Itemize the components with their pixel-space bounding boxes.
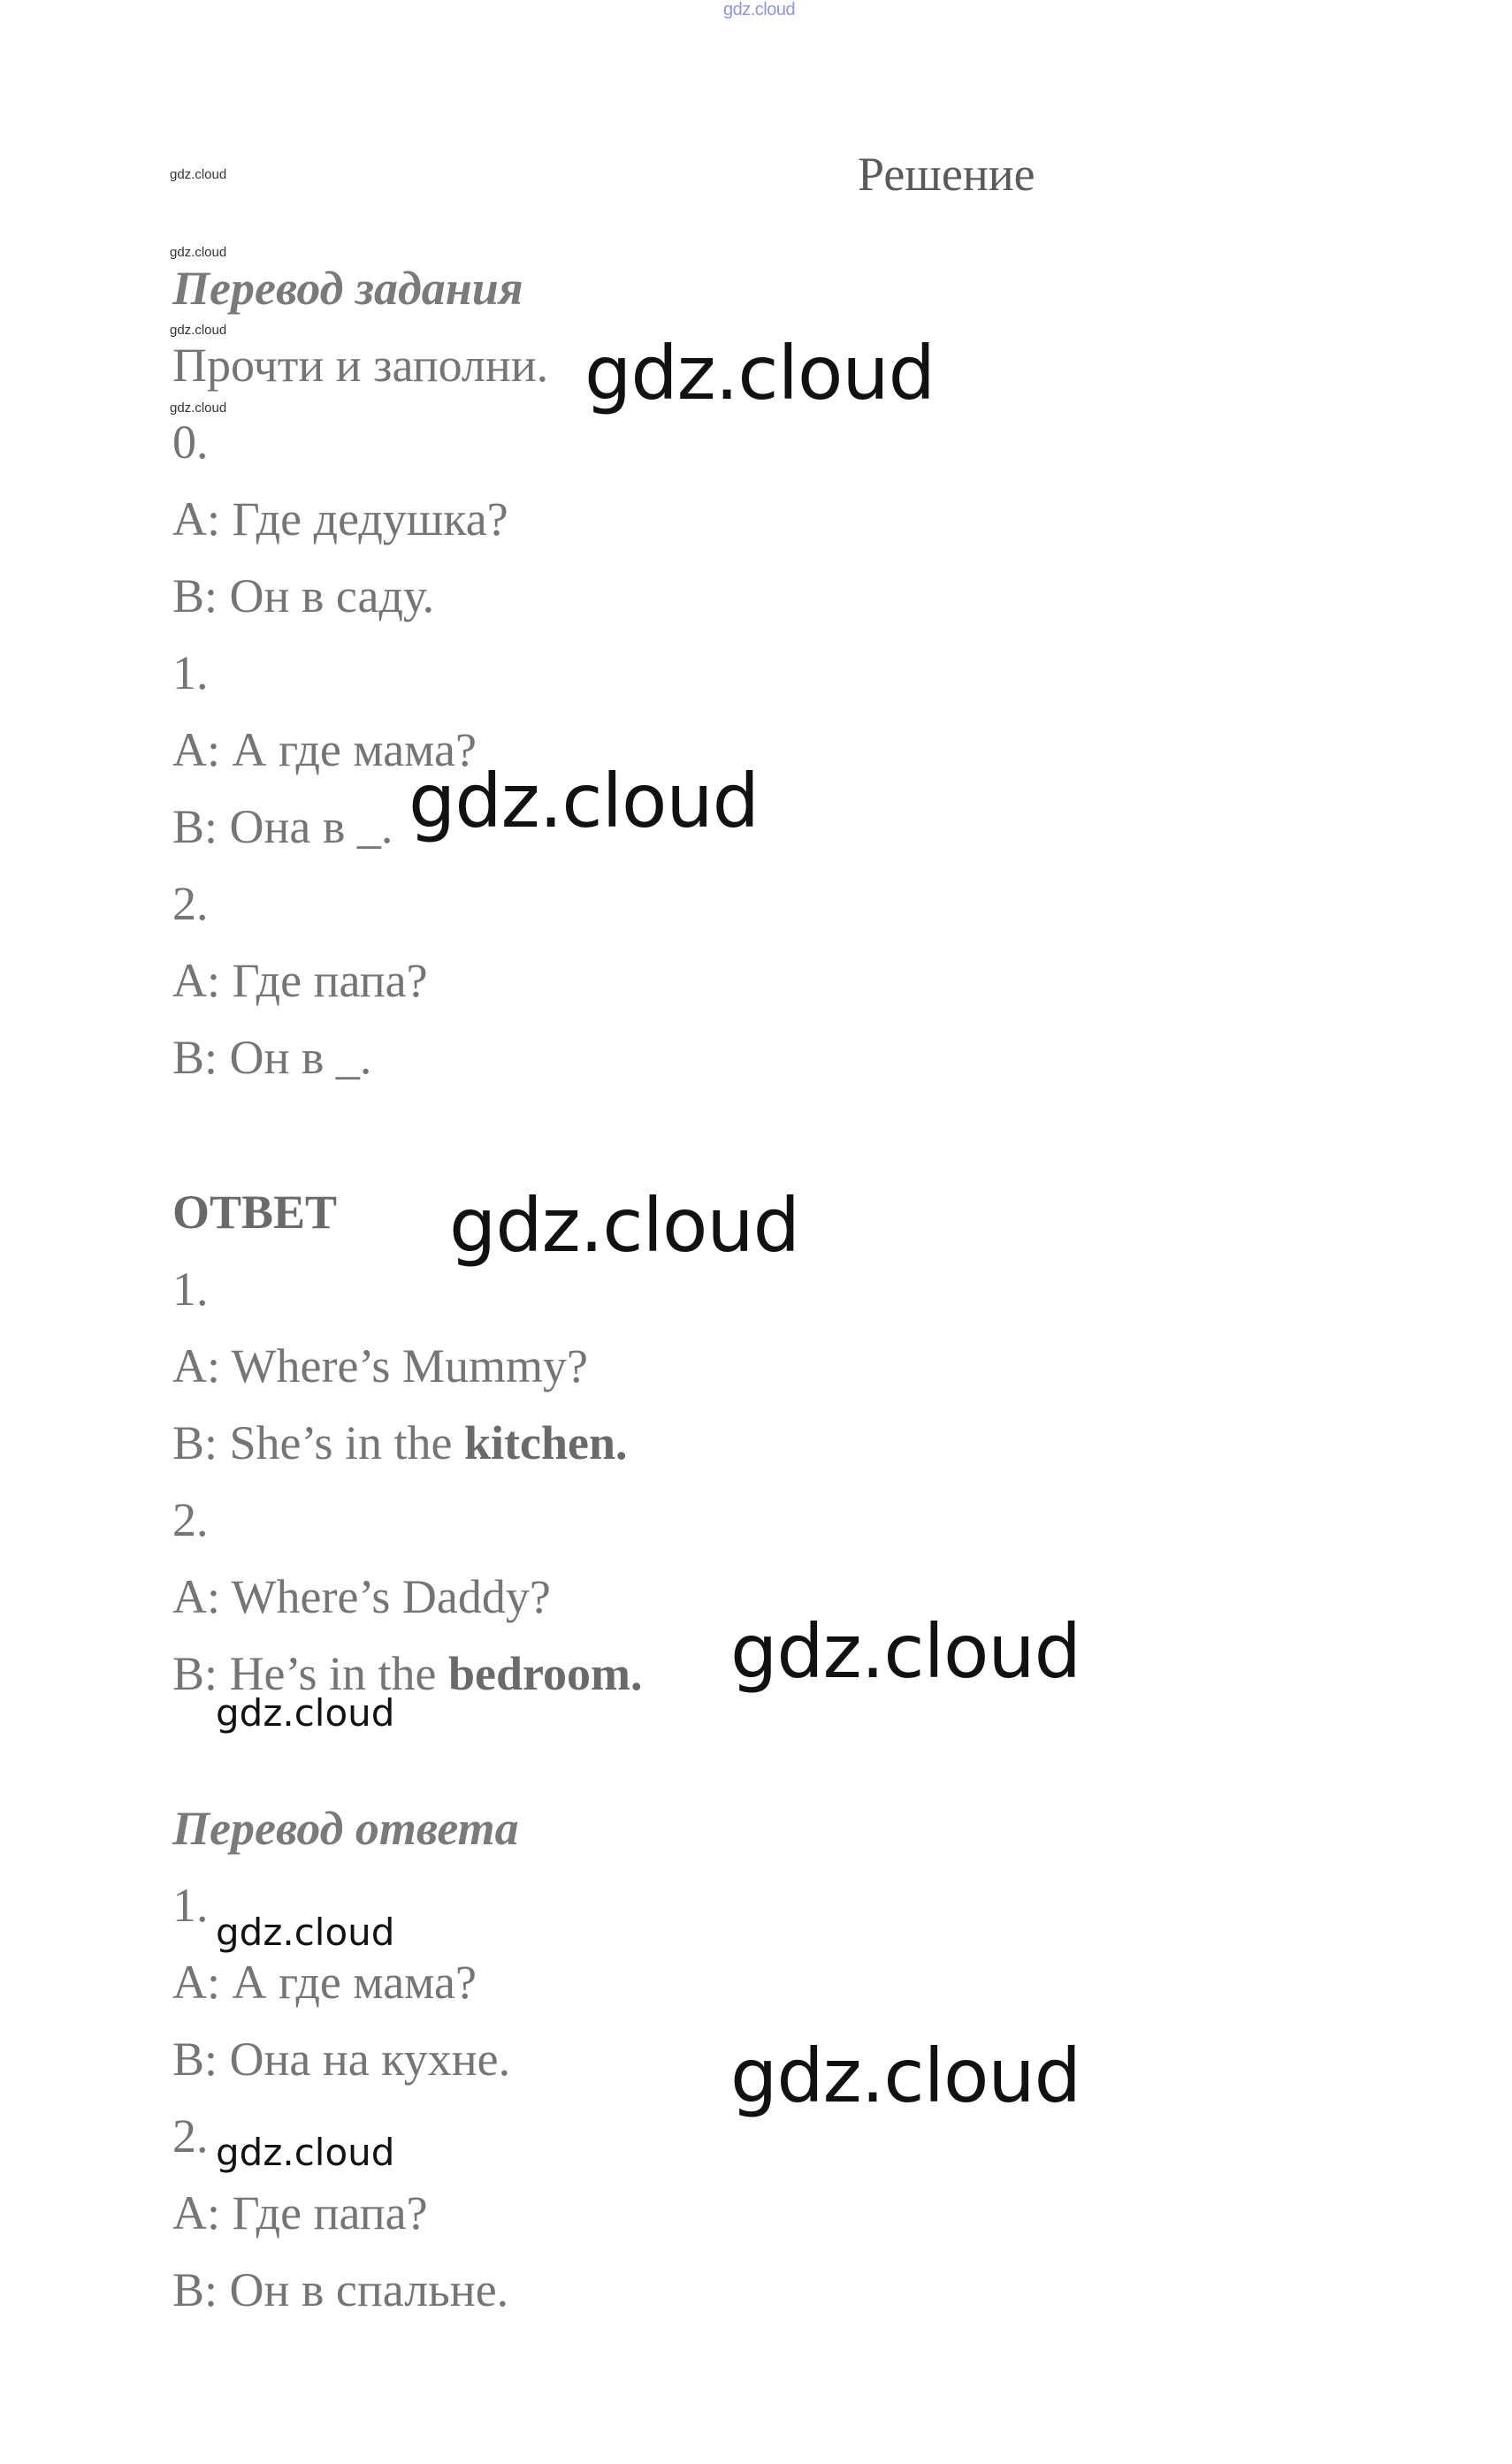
answer-text: B: She’s in the	[172, 1416, 465, 1469]
translation-line: 2.	[172, 2109, 209, 2163]
small-watermark: gdz.cloud	[170, 400, 227, 416]
task-line: B: Она в _.	[172, 800, 393, 853]
page-title: Решение	[858, 148, 1035, 201]
small-watermark: gdz.cloud	[170, 323, 227, 338]
answer-line: 2.	[172, 1493, 209, 1546]
watermark: gdz.cloud	[216, 2131, 395, 2174]
small-watermark: gdz.cloud	[170, 245, 227, 260]
task-instruction: Прочти и заполни.	[172, 339, 549, 392]
answer-line: 1.	[172, 1263, 209, 1316]
answer-translation-heading: Перевод ответа	[172, 1802, 519, 1855]
task-heading: Перевод задания	[172, 262, 523, 315]
task-line: A: Где дедушка?	[172, 492, 508, 545]
watermark: gdz.cloud	[216, 1911, 395, 1954]
translation-line: A: Где папа?	[172, 2186, 428, 2239]
watermark: gdz.cloud	[216, 1691, 395, 1735]
answer-line: A: Where’s Mummy?	[172, 1339, 588, 1392]
small-watermark: gdz.cloud	[170, 167, 227, 182]
watermark: gdz.cloud	[449, 1182, 799, 1269]
task-line: B: Он в _.	[172, 1031, 372, 1084]
task-line: 0.	[172, 416, 209, 469]
answer-line: A: Where’s Daddy?	[172, 1570, 551, 1623]
translation-line: B: Он в спальне.	[172, 2263, 509, 2316]
task-line: B: Он в саду.	[172, 569, 435, 622]
task-line: 2.	[172, 877, 209, 930]
answer-heading: ОТВЕТ	[172, 1186, 338, 1239]
task-line: A: Где папа?	[172, 954, 428, 1007]
translation-line: B: Она на кухне.	[172, 2033, 511, 2086]
answer-word: bedroom.	[447, 1647, 643, 1700]
answer-line	[172, 1417, 628, 1469]
answer-word: kitchen.	[464, 1416, 628, 1469]
task-line: A: А где мама?	[172, 723, 477, 776]
task-line: 1.	[172, 646, 209, 699]
top-watermark: gdz.cloud	[723, 0, 796, 19]
watermark: gdz.cloud	[409, 758, 759, 844]
watermark: gdz.cloud	[730, 2033, 1081, 2119]
translation-line: 1.	[172, 1879, 209, 1932]
answer-text: B: He’s in the	[172, 1647, 448, 1700]
watermark: gdz.cloud	[730, 1608, 1081, 1695]
watermark: gdz.cloud	[584, 330, 935, 416]
translation-line: A: А где мама?	[172, 1956, 477, 2009]
